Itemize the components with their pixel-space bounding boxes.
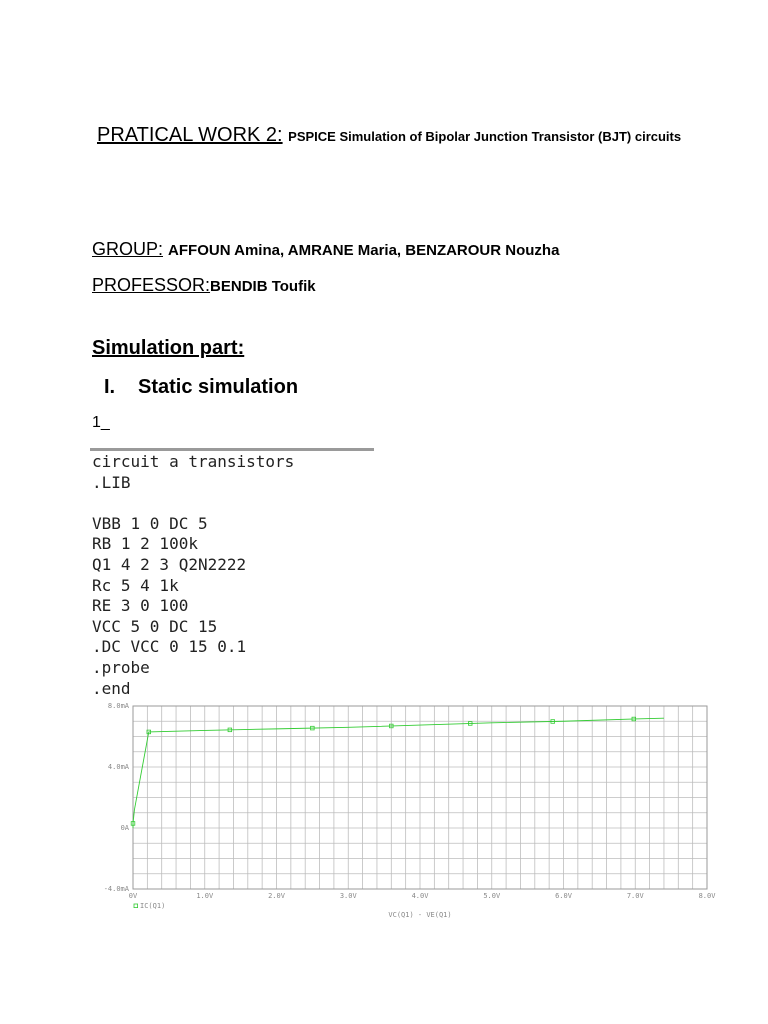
netlist-line: Rc 5 4 1k	[92, 575, 179, 595]
netlist-line: .LIB	[92, 472, 131, 492]
subsection-title: Static simulation	[138, 376, 299, 398]
legend-label: IC(Q1)	[140, 902, 166, 910]
document-title	[97, 124, 681, 147]
x-tick-label: 8.0V	[698, 892, 716, 900]
x-tick-label: 7.0V	[626, 892, 644, 900]
netlist-line: circuit a transistors	[92, 452, 295, 471]
y-axis-ticks	[104, 702, 130, 893]
plot-grid	[133, 706, 707, 889]
y-tick-label: 4.0mA	[107, 763, 129, 771]
x-tick-label: 6.0V	[555, 892, 572, 900]
y-tick-label: -4.0mA	[103, 885, 129, 893]
netlist-line: .end	[92, 678, 131, 698]
netlist-divider	[90, 448, 374, 451]
group-line	[92, 239, 559, 260]
netlist-line: RE 3 0 100	[92, 596, 189, 616]
y-tick-label: 0A	[120, 824, 129, 832]
professor-line	[92, 275, 316, 296]
group-members: AFFOUN Amina, AMRANE Maria, BENZAROUR Nouzha	[168, 242, 560, 259]
netlist-line: .probe	[92, 657, 150, 677]
step-label: 1_	[92, 414, 110, 431]
netlist-line: VBB 1 0 DC 5	[92, 513, 208, 533]
netlist-line: Q1 4 2 3 Q2N2222	[92, 554, 247, 574]
professor-label: PROFESSOR:	[92, 275, 211, 295]
x-tick-label: 0V	[128, 892, 138, 900]
netlist-line: VCC 5 0 DC 15	[92, 616, 218, 636]
x-axis-label: VC(Q1) - VE(Q1)	[388, 911, 452, 919]
series-line	[133, 718, 664, 828]
plot-series	[131, 717, 664, 828]
netlist-line: RB 1 2 100k	[92, 534, 198, 554]
x-axis-ticks	[129, 892, 716, 900]
section-heading: Simulation part:	[92, 337, 245, 359]
x-tick-label: 5.0V	[483, 892, 501, 900]
x-tick-label: 3.0V	[339, 892, 357, 900]
professor-name: BENDIB Toufik	[210, 278, 316, 295]
probe-plot	[100, 698, 716, 924]
legend-marker	[134, 904, 138, 908]
y-tick-label: 8.0mA	[107, 702, 129, 710]
subsection-heading	[104, 376, 298, 399]
x-tick-label: 2.0V	[268, 892, 285, 900]
netlist-code	[92, 452, 294, 699]
x-tick-label: 4.0V	[411, 892, 429, 900]
title-label: PRATICAL WORK 2:	[97, 124, 283, 146]
netlist-line: .DC VCC 0 15 0.1	[92, 637, 247, 657]
plot-legend	[134, 902, 165, 910]
x-tick-label: 1.0V	[196, 892, 214, 900]
title-subtitle: PSPICE Simulation of Bipolar Junction Transistor (BJT) circuits	[288, 129, 682, 144]
group-label: GROUP:	[92, 239, 164, 259]
netlist-line	[92, 493, 294, 514]
subsection-number: I.	[104, 376, 116, 398]
